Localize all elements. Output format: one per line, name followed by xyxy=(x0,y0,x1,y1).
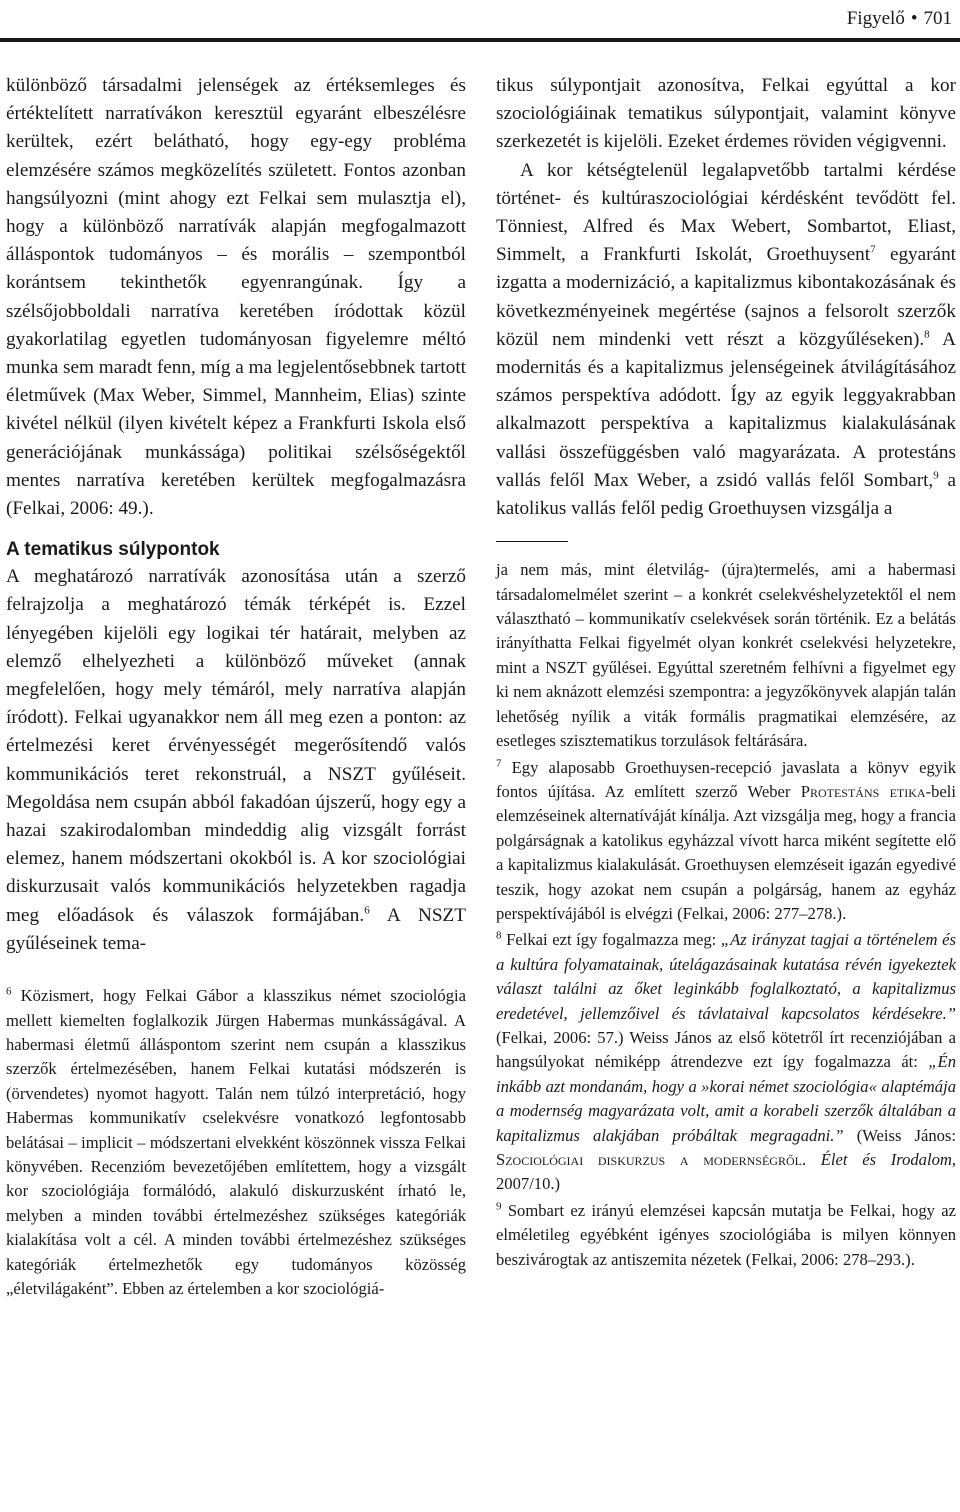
footnote-number: 7 xyxy=(496,756,502,769)
footnote-text: Felkai ezt így fogalmazza meg: xyxy=(501,930,721,950)
left-column xyxy=(6,72,466,1301)
paragraph-text: A NSZT gyűléseinek tema- xyxy=(6,904,466,954)
paragraph-text: A kor kétségtelenül legalapvetőbb tartalmi kérdése történet- és kultúraszociológiai kérdésként tevődött fel. Tönniest, Alfred és Max Webert, Sombartot, Eliast, Simmelt, a Frankfurti Iskolát, Groethuysent xyxy=(496,159,956,266)
page-number: 701 xyxy=(923,8,952,29)
footnote-number: 8 xyxy=(496,929,502,942)
right-column xyxy=(496,72,956,1272)
footnote-text: Sombart ez irányú elemzései kapcsán mutatja be Felkai, hogy az elméletileg egyébként igényes szociológiába is milyen könnyen beszivárogtak az antiszemita nézetek (Felkai, 2006: 278–293.). xyxy=(496,1200,956,1269)
header-bullet: • xyxy=(910,8,918,29)
footnote-6-continued: ja nem más, mint életvilág- (újra)termelés, ami a habermasi társadalomelmélet szerint – a konkrét cselekvéshelyzetektől el nem választható – kommunikatív cselekvések során történik. Ez a belátás irányíthatta Felkai figyelmét olyan konkrét cselekvési helyzetekre, mint a NSZT gyűlései. Egyúttal szeretném felhívni a figyelmet egy ki nem aknázott elemzési szempontra: a jegyzőkönyvek alapján talán lehetőség nyílik a viták formális pragmatikai elemzésére, az esetleges szisztematikus torzulások feltárására. xyxy=(496,560,956,751)
footnote-ref: 7 xyxy=(870,243,876,256)
footnote-text: -beli elemzéseinek alternatíváját kínálja. Azt vizsgálja meg, hogy a francia polgárságnak a katolikus egyházzal vívott harca miként segítette elő a kapitalizmus kialakulását. Groethuysen elemzéseit igazán egyedivé teszik, hogy azokat nem csupán a polgárság, hanem az egyház perspektívájából is elvégzi (Felkai, 2006: 277–278.). xyxy=(496,781,956,923)
footnote-ref: 8 xyxy=(924,328,930,341)
book-title: Protestáns etika xyxy=(800,781,926,801)
footnote-number: 6 xyxy=(6,985,12,998)
paragraph-text: egyaránt izgatta a modernizáció, a kapitalizmus kibontakozásának és következményeinek megértése (sajnos a felsorolt szerzők közül nem mindenki vett részt a közgyűléseken). xyxy=(496,244,956,350)
body-paragraph xyxy=(496,157,956,524)
quotation: „Én inkább azt mondanám, hogy a »korai német szociológia« alaptémája a modernség magyarázata volt, amit a korabeli szerzők általában a kapitalizmus alakjában próbáltak megragadni.” xyxy=(496,1052,956,1145)
footnote-ref: 6 xyxy=(364,904,370,917)
paragraph-text: A modernitás és a kapitalizmus jelenségeinek átvilágításához számos perspektíva adódott. Így az egyik leggyakrabban alkalmazott perspektíva a kapitalizmus kialakulásának vallási összefüggésben való magyarázata. A protestáns vallás felől Max Weber, a zsidó vallás felől Sombart, xyxy=(496,328,956,491)
paragraph-text: A meghatározó narratívák azonosítása után a szerző felrajzolja a meghatározó témák térképét is. Ezzel lényegében kijelöli egy logikai tér határait, melyben az elemző elhelyezheti a különböző műveket (annak megfelelően, hogy mely témáról, mely narratíva alapján íródott). Felkai ugyanakkor nem áll meg ezen a ponton: az értelmezési keret érvényességét megerősítendő valós kommunikációs teret rekonstruál, a NSZT gyűléseit. Megoldása nem csupán abból fakadóan újszerű, hogy egy a hazai szakirodalomban mindeddig alig vizsgált forrást elemez, hanem módszertani okokból is. A kor szociológiai diskurzusait valós kommunikációs helyzetekben ragadja meg előadások és válaszok formájában. xyxy=(6,566,466,926)
footnote-rule xyxy=(496,541,568,542)
footnote-8 xyxy=(496,928,956,1196)
footnote-9 xyxy=(496,1199,956,1272)
section-heading: A tematikus súlypontok xyxy=(6,539,220,561)
footnote-text: Egy alaposabb Groethuysen-recepció javaslata a könyv egyik fontos újítása. Az említett szerző Weber xyxy=(496,757,956,801)
body-paragraph xyxy=(6,563,466,958)
body-paragraph: különböző társadalmi jelenségek az értéksemleges és értéktelített narratívákon keresztül egyaránt elbeszélésre kerültek, ezért belátható, hogy egy-egy probléma elemzésére számos megközelítés született. Fontos azonban hangsúlyozni (mint ahogy ezt Felkai sem mulasztja el), hogy a különböző narratívák alapján megfogalmazott álláspontok tudományos – és morális – szempontból korántsem tekinthetők egyenrangúnak. Így a szélsőjobboldali narratíva keretében íródottak közül gyakorlatilag egyetlen tudományosan figyelemre méltó munka sem maradt fenn, míg a ma legjelentősebbnek tartott életművek (Max Weber, Simmel, Mannheim, Elias) szinte kivétel nélkül (ilyen kivételt képez a Frankfurti Iskola első generációjának munkássága) politikai szélsőségektől mentes narratíva keretében kerültek megfogalmazásra (Felkai, 2006: 49.). xyxy=(6,75,466,520)
footnote-text: , 2007/10.) xyxy=(496,1150,957,1194)
footnote-text: (Weiss János: xyxy=(843,1125,957,1145)
section-title: Figyelő xyxy=(846,8,905,29)
quotation: „Az irányzat tagjai a történelem és a kultúra folyamatainak, útelágazásainak kutatása révén igyekeztek választ találni az őket leginkább foglalkoztató, a kapitalizmus eredetével, jellemzőivel és távlataival kapcsolatos kérdésekre.” xyxy=(496,930,956,1023)
paragraph-text: a katolikus vallás felől pedig Groethuysen vizsgálja a xyxy=(496,469,956,520)
journal-title: Élet és Irodalom xyxy=(820,1150,952,1169)
footnote-text: . xyxy=(801,1150,821,1169)
footnote-6 xyxy=(6,984,466,1301)
footnote-text: (Felkai, 2006: 57.) Weiss János az első kötetről írt recenziójában a hangsúlyokat némiképp átrendezve ezt így fogalmazza át: xyxy=(496,1027,956,1072)
body-paragraph: tikus súlypontjait azonosítva, Felkai egyúttal a kor szociológiáinak tematikus súlypontjait, valamint könyve szerkezetét is kijelöli. Ezeket érdemes röviden végigvenni. xyxy=(496,75,956,153)
footnote-7 xyxy=(496,756,956,927)
running-header xyxy=(847,6,952,32)
footnote-ref: 9 xyxy=(933,469,939,482)
article-title: Szociológiai diskurzus a modernségről xyxy=(496,1150,802,1169)
header-rule xyxy=(0,38,960,42)
footnote-number: 9 xyxy=(496,1200,502,1213)
footnote-text: Közismert, hogy Felkai Gábor a klasszikus német szociológia mellett kiemelten foglalkozik Jürgen Habermas munkásságával. A habermasi életmű álláspontom szerint nem csupán a klasszikus szerzők értelmezésében, hanem Felkai kutatási módszerén is (örvendetes) nyomot hagyott. Talán nem túlzó interpretáció, hogy Habermas kommunikatív cselekvésre vonatkozó legfontosabb belátásai – implicit – módszertani elvekként köszönnek vissza Felkai könyvében. Recenzióm bevezetőjében említettem, hogy a vizsgált kor szociológiája formálódó, alakuló diskurzusként írható le, melyben a minden további értelmezéshez szükséges kategóriák kialakítása volt a cél. A minden további értelmezéshez szükséges kategóriák értelmezhetők egy tudományos közösség „életvilágaként”. Ebben az értelemben a kor szociológiá- xyxy=(6,986,466,1298)
